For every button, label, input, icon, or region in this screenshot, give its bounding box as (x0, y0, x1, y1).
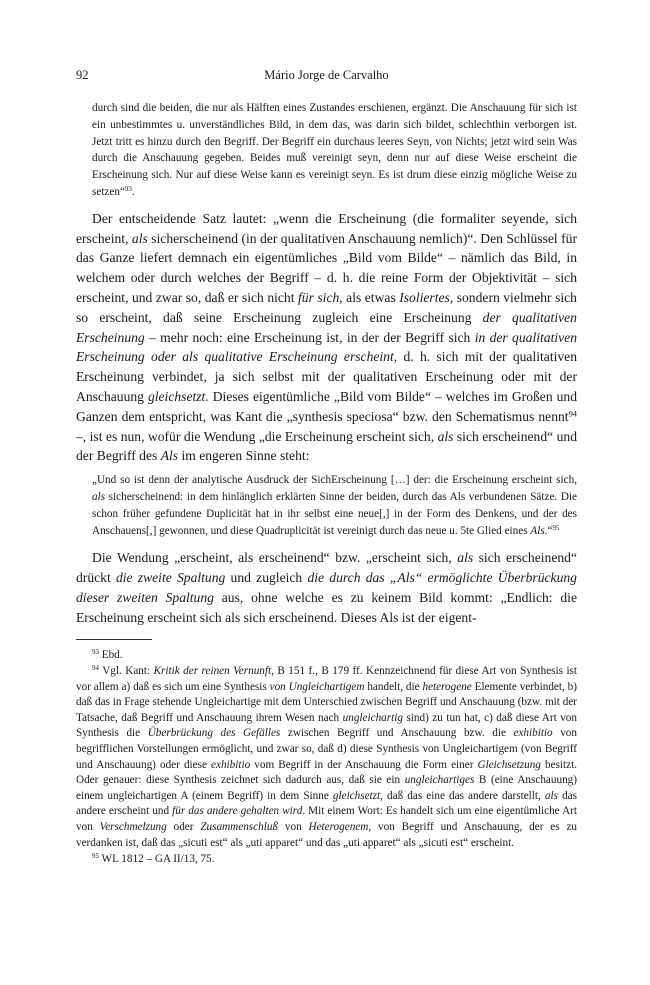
body-paragraph (76, 209, 577, 466)
text-run: Die Wendung „erscheint, als erscheinend“ bzw. „erscheint sich, (92, 550, 458, 566)
text-run: Dieses eigentümliche „Bild vom Bilde“ – welches im Großen und Ganzen dem entspricht, was Kant die „synthesis speciosa“ bzw. den Schematismus nennt (76, 388, 578, 424)
text-run: von begrifflichen Vorstellungen ermöglicht, und zwar so, daß d) diese Synthesis von Ungleichartigem (von Begriff und Anschauung) oder diese (76, 727, 577, 771)
italic-text: Verschmelzung (99, 821, 167, 834)
italic-text: der qualitativen Erscheinung (76, 309, 577, 345)
italic-text: Als (530, 524, 545, 537)
text-run: sicherscheinend (in der qualitativen Anschauung nemlich)“. Den Schlüssel für das Ganze liefert demnach ein eigentümliches „Bild vom Bilde“ – nämlich das Bild, in welchem oder durch welches der Begriff – d. h. die reine Form der Objektivität – sich erscheint, und zwar so, daß er sich nicht (76, 230, 577, 305)
body-paragraph (76, 548, 577, 627)
text-run: Der entscheidende Satz lautet: „wenn die Erscheinung (die formaliter seyende, sich erscheint, (76, 210, 577, 246)
text-run: das andere erscheint und (76, 789, 577, 818)
text-run: sind) zu tun hat, c) daß diese Art von Synthesis die (76, 711, 577, 740)
footnote-ref: 95 (552, 523, 560, 532)
italic-text: von Ungleichartigem (269, 680, 365, 693)
text-run: , von Begriff und Anschauung, der es zu verdanken ist, daß das „sicuti est“ als „uti apparet“ und das „uti apparet“ als „sicuti est“ erscheint. (76, 821, 577, 849)
italic-text: exhibitio (211, 758, 251, 771)
italic-text: für sich (298, 289, 340, 305)
text-run: und zugleich (225, 570, 308, 586)
italic-text: die zweite Spaltung (115, 570, 226, 586)
page-header (76, 68, 577, 84)
text-run: besitzt. Oder genauer: diese Synthesis zeichnet sich dadurch aus, daß sie ein (76, 758, 577, 787)
italic-text: Kritik der reinen Vernunft (153, 665, 272, 678)
text-run: im engeren Sinne steht: (178, 448, 310, 464)
block-quote (92, 100, 577, 201)
text-run: WL 1812 – GA II/13, 75. (98, 853, 215, 866)
italic-text: gleichsetzt (332, 789, 381, 802)
italic-text: als (92, 490, 106, 503)
text-run: , daß das eine das andere darstellt, (380, 789, 545, 802)
italic-text: als (544, 789, 558, 802)
text-run: sich erscheinend“ drückt (76, 550, 577, 586)
text-run: aus, ohne welche es zu keinem Bild kommt: „Endlich: die Erscheinung erscheint sich als sich erscheinend. Dieses Als ist der eigent- (76, 589, 577, 625)
text-run: . Mit einem Wort: Es handelt sich um eine eigentümliche Art von (76, 805, 577, 834)
footnote-separator (76, 639, 152, 640)
italic-text: für das andere gehalten wird (172, 805, 303, 818)
page-number: 92 (76, 68, 89, 82)
italic-text: als (457, 550, 474, 566)
text-run: , sondern vielmehr sich so erscheint, daß seine Erscheinung zugleich eine Erscheinung (76, 289, 577, 325)
page-content (76, 100, 577, 868)
footnote-ref: 95 (92, 852, 99, 861)
running-title: Mário Jorge de Carvalho (264, 68, 389, 82)
text-run: „Und so ist denn der analytische Ausdruck der SichErscheinung […] der: die Erscheinung erscheint sich, (92, 474, 577, 487)
text-run: .“ (544, 524, 553, 537)
footnote-ref: 94 (92, 664, 99, 673)
text-run: . (131, 185, 135, 198)
text-run: vom Begriff in der Anschauung die Form einer (250, 758, 478, 771)
footnote-94 (76, 664, 577, 851)
italic-text: ungleichartig (342, 711, 403, 724)
text-run: Vgl. Kant: (98, 665, 154, 678)
italic-text: als (131, 230, 148, 246)
text-run: –, ist es nun, wofür die Wendung „die Erscheinung erscheint sich, (76, 428, 438, 444)
italic-text: Als (160, 448, 179, 464)
text-run: , d. h. sich mit der qualitativen Erscheinung verbindet, ja sich selbst mit der qualitativen Erscheinung oder mit der Anschauung (76, 349, 578, 404)
italic-text: als (437, 428, 454, 444)
italic-text: gleichsetzt. (147, 388, 209, 404)
text-run: handelt, die (364, 680, 423, 693)
text-run: Ebd. (98, 648, 123, 661)
text-run: – mehr noch: eine Erscheinung ist, in der der Begriff sich (144, 329, 475, 345)
italic-text: Gleichsetzung (477, 758, 541, 771)
footnote-ref: 93 (92, 647, 99, 656)
italic-text: ungleichartiges (404, 774, 475, 787)
text-run: , B 151 f., B 179 ff. Kennzeichnend für diese Art von Synthesis ist vor allem a) daß es sich um eine Synthesis (76, 665, 578, 693)
text-run: sicherscheinend: in dem hinlänglich erklärten Sinne der beiden, durch das Als verbundenen Sätze. Die schon früher gefundene Duplicität hat in ihr selbst eine neue[,] in der Form des Denkens, und der des Anschauens[,] gewonnen, und diese Quadruplicität ist vereinigt durch das neue u. 5te Glied eines (92, 490, 577, 537)
text-run: zwischen Begriff und Anschauung bzw. die (280, 727, 514, 740)
italic-text: heterogene (422, 680, 472, 693)
italic-text: in der qualitativen Erscheinung oder als qualitative Erscheinung erscheint (76, 329, 577, 365)
footnote-95 (76, 852, 577, 868)
text-run: durch sind die beiden, die nur als Hälften eines Zustandes erschienen, ergänzt. Die Anschauung für sich ist ein unbestimmtes u. unverständliches Bild, in dem das, was darin sich bildet, schlechthin verborgen ist. Jetzt tritt es hinzu durch den Begriff. Der Begriff ein durchaus leeres Seyn, von Nichts; jetzt wird sein Was durch die Anschauung gegeben. Beides muß vereinigt seyn, denn nur auf diese Weise erscheint die Erscheinung sich. Nur auf diese Weise kann es vereinigt seyn. Es ist drum diese einzig mögliche Weise zu setzen“ (92, 102, 577, 198)
text-run: Elemente verbindet, b) daß das in Frage stehende Ungleichartige mit dem Unterschied zwischen Begriff und Anschauung (bzw. mit der Tatsache, daß Begriff und Anschauung ihrem Wesen nach (76, 680, 577, 724)
block-quote (92, 472, 577, 539)
text-run: oder (166, 821, 201, 834)
text-run: , als etwas (339, 289, 400, 305)
italic-text: Isoliertes (399, 289, 450, 305)
text-run: von (278, 821, 309, 834)
italic-text: Heterogenem (308, 821, 369, 834)
italic-text: exhibitio (513, 727, 553, 740)
italic-text: Überbrückung des Gefälles (147, 727, 281, 740)
italic-text: die durch das „Als“ ermöglichte Überbrückung dieser zweiten Spaltung (76, 570, 577, 605)
footnote-93 (76, 648, 577, 664)
italic-text: Zusammenschluß (200, 821, 279, 834)
text-run: B (eine Anschauung) einem ungleichartigen A (einem Begriff) in dem Sinne (76, 774, 577, 802)
footnote-ref: 93 (124, 185, 132, 194)
footnote-ref: 94 (568, 408, 577, 419)
text-run: sich erscheinend“ und der Begriff des (76, 428, 578, 464)
